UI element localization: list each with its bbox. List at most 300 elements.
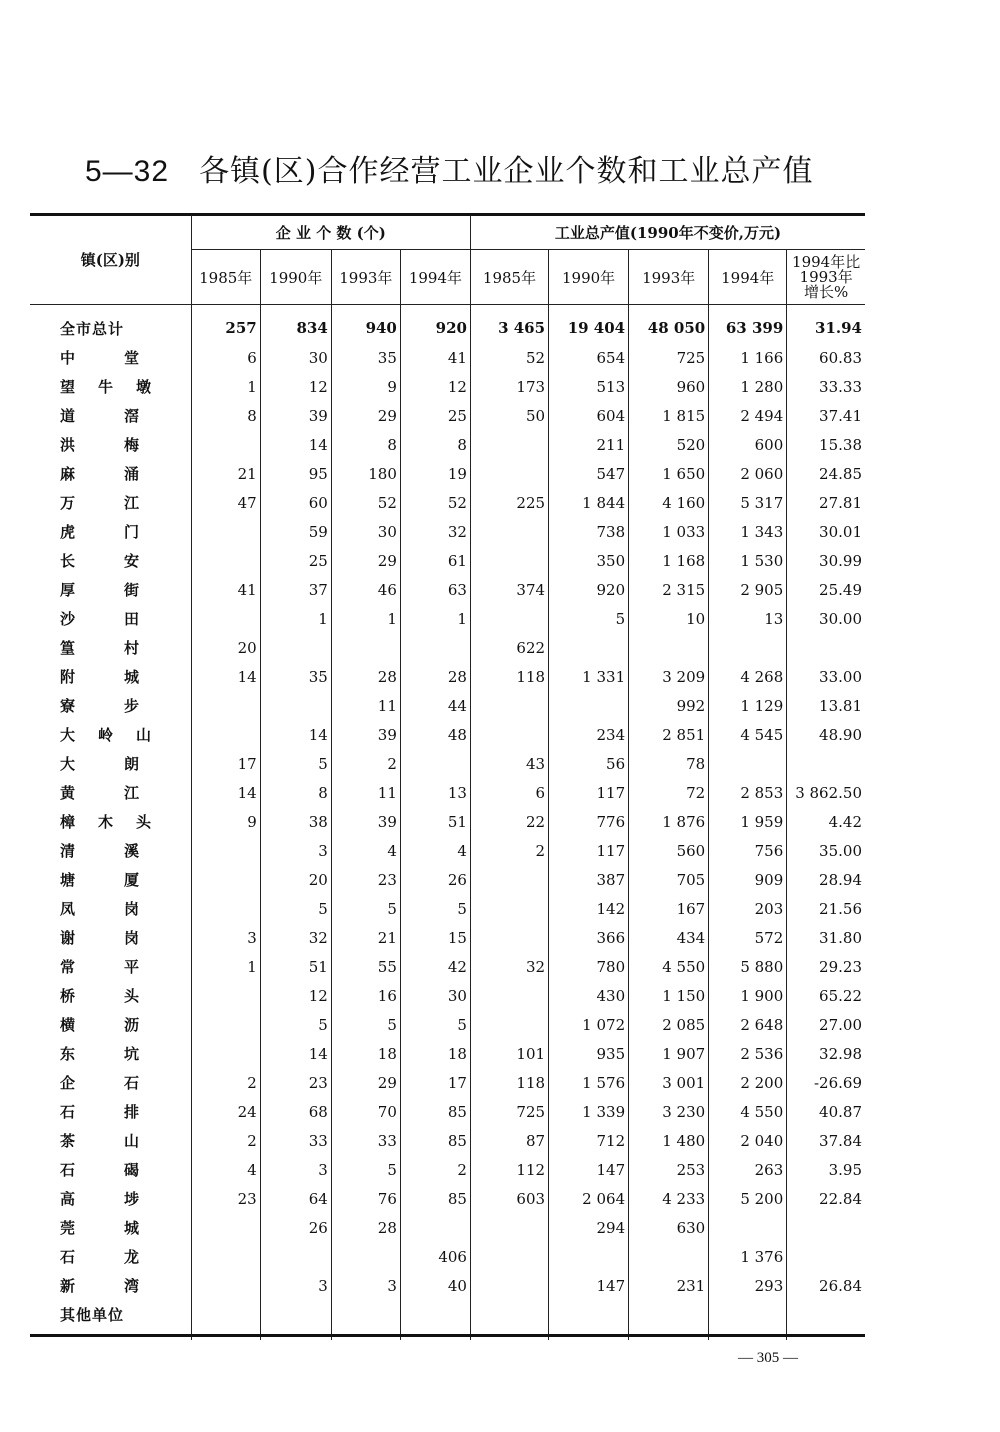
district-name — [30, 720, 191, 749]
district-name-text — [60, 1101, 140, 1122]
table-cell: 33.00 — [819, 667, 862, 686]
table-cell: 13 — [709, 604, 787, 633]
district-name-text — [60, 463, 140, 484]
table-cell: 41 — [191, 575, 260, 604]
district-name-text — [60, 405, 140, 426]
district-name — [30, 604, 191, 633]
table-cell — [787, 1213, 865, 1242]
district-name-char: 城 — [123, 1219, 140, 1237]
district-name-char: 岗 — [123, 900, 140, 918]
district-name-char: 田 — [123, 610, 140, 628]
col-header-value-1994: 1994年 — [709, 250, 787, 305]
table-cell: 25 — [260, 546, 331, 575]
table-cell: 56 — [549, 749, 629, 778]
table-cell: 234 — [549, 720, 629, 749]
district-name — [30, 1097, 191, 1126]
table-cell: 2 064 — [549, 1184, 629, 1213]
table-cell: 8 — [331, 430, 400, 459]
table-cell: 30.99 — [819, 551, 862, 570]
col-header-growth — [787, 250, 865, 305]
district-name — [30, 981, 191, 1010]
table-cell: 2 — [331, 749, 400, 778]
table-cell: 756 — [709, 836, 787, 865]
table-cell: 2 — [191, 1068, 260, 1097]
header-enterprise-count: 企 业 个 数 (个) — [191, 215, 470, 250]
district-name-text — [60, 376, 152, 397]
table-cell: 604 — [549, 401, 629, 430]
table-cell: 520 — [629, 430, 709, 459]
table-cell: 920 — [549, 575, 629, 604]
table-cell: 5 317 — [709, 488, 787, 517]
district-name-char: 门 — [123, 523, 140, 541]
table-row — [30, 1213, 865, 1242]
data-table — [30, 215, 865, 1340]
table-cell: 19 404 — [549, 305, 629, 344]
district-name-char: 排 — [123, 1103, 140, 1121]
table-cell — [400, 633, 470, 662]
table-cell: 39 — [331, 720, 400, 749]
table-cell: 26.84 — [819, 1276, 862, 1295]
table-cell: 3 — [260, 836, 331, 865]
table-cell: 294 — [549, 1213, 629, 1242]
table-row — [30, 749, 865, 778]
table-cell: 48 050 — [629, 305, 709, 344]
table-row — [30, 1126, 865, 1155]
table-cell: 117 — [549, 778, 629, 807]
district-name — [30, 305, 191, 344]
district-name-char: 中 — [60, 349, 77, 367]
table-cell: 29 — [331, 1068, 400, 1097]
table-cell — [470, 1213, 548, 1242]
table-cell: 118 — [470, 1068, 548, 1097]
district-name-char: 企 — [60, 1074, 77, 1092]
table-cell — [470, 517, 548, 546]
table-cell: 253 — [629, 1155, 709, 1184]
col-header-value-1985: 1985年 — [470, 250, 548, 305]
table-cell: 560 — [629, 836, 709, 865]
district-name-text — [60, 956, 140, 977]
col-header-count-1985: 1985年 — [191, 250, 260, 305]
page-number: — 305 — — [738, 1350, 798, 1366]
table-cell: 33.33 — [819, 377, 862, 396]
table-cell: 18 — [400, 1039, 470, 1068]
table-cell: 30.00 — [819, 609, 862, 628]
district-name-char: 横 — [60, 1016, 77, 1034]
header-output-value: 工业总产值(1990年不变价,万元) — [470, 215, 865, 250]
table-cell: 4 160 — [629, 488, 709, 517]
district-name-text — [60, 985, 140, 1006]
table-cell: 1 166 — [709, 343, 787, 372]
district-name-char: 石 — [60, 1103, 77, 1121]
district-name-char: 平 — [123, 958, 140, 976]
table-cell — [191, 1010, 260, 1039]
table-cell: 21 — [331, 923, 400, 952]
table-cell: 32 — [400, 517, 470, 546]
table-cell: 20 — [260, 865, 331, 894]
table-cell: 1 168 — [629, 546, 709, 575]
table-row — [30, 662, 865, 691]
table-cell: 9 — [191, 807, 260, 836]
district-name-char: 莞 — [60, 1219, 77, 1237]
table-cell: 1 815 — [629, 401, 709, 430]
district-name-char: 凤 — [60, 900, 77, 918]
table-cell: 3 862.50 — [795, 783, 862, 802]
table-row — [30, 865, 865, 894]
district-name — [30, 952, 191, 981]
table-row — [30, 1184, 865, 1213]
district-name-char: 长 — [60, 552, 77, 570]
table-cell: 35 — [331, 343, 400, 372]
table-cell — [191, 1242, 260, 1271]
table-cell: 43 — [470, 749, 548, 778]
table-cell — [191, 836, 260, 865]
table-cell: 705 — [629, 865, 709, 894]
table-cell: 2 040 — [709, 1126, 787, 1155]
table-cell: 12 — [260, 372, 331, 401]
table-cell: 1 150 — [629, 981, 709, 1010]
district-name-char: 滘 — [123, 407, 140, 425]
table-cell: 11 — [331, 778, 400, 807]
table-cell: 1 339 — [549, 1097, 629, 1126]
table-cell: 31.94 — [815, 319, 862, 337]
table-cell: 2 905 — [709, 575, 787, 604]
table-row — [30, 923, 865, 952]
table-cell: 10 — [629, 604, 709, 633]
col-header-value-1993: 1993年 — [629, 250, 709, 305]
district-name-char: 高 — [60, 1190, 77, 1208]
table-cell: 41 — [400, 343, 470, 372]
table-row — [30, 604, 865, 633]
table-cell: 909 — [709, 865, 787, 894]
table-cell: 1 331 — [549, 662, 629, 691]
table-cell: 1 480 — [629, 1126, 709, 1155]
table-cell: 14 — [260, 720, 331, 749]
table-cell: 600 — [709, 430, 787, 459]
table-cell: 63 — [400, 575, 470, 604]
table-cell: 38 — [260, 807, 331, 836]
district-name-char: 清 — [60, 842, 77, 860]
table-cell: 44 — [400, 691, 470, 720]
table-cell — [191, 430, 260, 459]
district-name-char: 常 — [60, 958, 77, 976]
district-name-char: 东 — [60, 1045, 77, 1063]
table-cell: 61 — [400, 546, 470, 575]
table-row — [30, 1039, 865, 1068]
col-header-count-1994: 1994年 — [400, 250, 470, 305]
table-cell: 6 — [191, 343, 260, 372]
district-name — [30, 488, 191, 517]
table-cell: 22 — [470, 807, 548, 836]
table-number: 5—32 — [85, 155, 170, 188]
district-name — [30, 459, 191, 488]
col-header-value-1990: 1990年 — [549, 250, 629, 305]
table-cell: 2 851 — [629, 720, 709, 749]
col-header-count-1993: 1993年 — [331, 250, 400, 305]
district-name-char: 安 — [123, 552, 140, 570]
table-row — [30, 372, 865, 401]
district-name — [30, 1068, 191, 1097]
table-cell: 1 343 — [709, 517, 787, 546]
table-cell: 2 853 — [709, 778, 787, 807]
table-row — [30, 836, 865, 865]
table-cell — [787, 1242, 865, 1271]
table-cell: 622 — [470, 633, 548, 662]
table-cell: 1 576 — [549, 1068, 629, 1097]
table-cell: 30 — [400, 981, 470, 1010]
table-row — [30, 1097, 865, 1126]
table-row — [30, 778, 865, 807]
table-cell: 1 376 — [709, 1242, 787, 1271]
table-cell: 15.38 — [819, 435, 862, 454]
growth-header-line2: 1993年 — [799, 267, 853, 286]
district-name — [30, 778, 191, 807]
table-cell — [191, 691, 260, 720]
table-cell: 387 — [549, 865, 629, 894]
table-cell: 1 844 — [549, 488, 629, 517]
table-cell — [470, 865, 548, 894]
table-cell — [470, 720, 548, 749]
table-cell: 780 — [549, 952, 629, 981]
table-cell: 20 — [191, 633, 260, 662]
table-cell: 1 — [191, 952, 260, 981]
district-name-text — [60, 695, 140, 716]
table-cell: 2 060 — [709, 459, 787, 488]
table-cell: 603 — [470, 1184, 548, 1213]
district-name-text — [60, 1014, 140, 1035]
table-cell — [400, 1213, 470, 1242]
table-cell: 350 — [549, 546, 629, 575]
table-cell: 55 — [331, 952, 400, 981]
district-name-text — [60, 521, 140, 542]
table-cell — [629, 633, 709, 662]
table-cell: 28 — [331, 662, 400, 691]
table-cell: 406 — [400, 1242, 470, 1271]
table-cell: 1 530 — [709, 546, 787, 575]
district-name-char: 溪 — [123, 842, 140, 860]
district-name-text — [60, 869, 140, 890]
district-name-char: 石 — [60, 1161, 77, 1179]
district-name-char: 虎 — [60, 523, 77, 541]
table-row — [30, 807, 865, 836]
district-name — [30, 633, 191, 662]
district-name-char: 木 — [97, 813, 114, 831]
table-cell: 1 900 — [709, 981, 787, 1010]
table-cell: 24 — [191, 1097, 260, 1126]
district-name-char: 茶 — [60, 1132, 77, 1150]
table-cell: 738 — [549, 517, 629, 546]
table-cell: 50 — [470, 401, 548, 430]
table-cell: 5 880 — [709, 952, 787, 981]
table-cell — [709, 633, 787, 662]
district-name-text — [60, 550, 140, 571]
table-cell: 30 — [331, 517, 400, 546]
table-cell: 59 — [260, 517, 331, 546]
table-cell: 940 — [331, 305, 400, 344]
table-cell: 13.81 — [819, 696, 862, 715]
district-name-text — [60, 724, 152, 745]
table-cell: 1 129 — [709, 691, 787, 720]
district-name-text — [60, 492, 140, 513]
district-name-char: 附 — [60, 668, 77, 686]
district-name — [30, 1213, 191, 1242]
table-cell: 293 — [709, 1271, 787, 1300]
table-cell: 21.56 — [819, 899, 862, 918]
table-cell: 3 001 — [629, 1068, 709, 1097]
district-name-text — [60, 811, 152, 832]
table-cell — [191, 720, 260, 749]
table-cell: 776 — [549, 807, 629, 836]
table-cell: 51 — [260, 952, 331, 981]
district-name — [30, 401, 191, 430]
table-cell: 513 — [549, 372, 629, 401]
district-name-char: 墩 — [135, 378, 152, 396]
table-cell: 32.98 — [819, 1044, 862, 1063]
district-name-text — [60, 1072, 140, 1093]
table-cell: 37.84 — [819, 1131, 862, 1150]
table-cell — [260, 633, 331, 662]
table-cell: -26.69 — [813, 1073, 862, 1092]
district-name-char: 桥 — [60, 987, 77, 1005]
table-cell: 5 — [331, 1155, 400, 1184]
district-name-char: 万 — [60, 494, 77, 512]
district-name — [30, 372, 191, 401]
district-name-char: 新 — [60, 1277, 77, 1295]
table-cell: 52 — [400, 488, 470, 517]
district-name-text: 其他单位 — [60, 1306, 125, 1324]
table-cell: 8 — [400, 430, 470, 459]
district-name-char: 碣 — [123, 1161, 140, 1179]
table-cell: 26 — [400, 865, 470, 894]
table-cell: 48.90 — [819, 725, 862, 744]
district-name-char: 大 — [60, 755, 77, 773]
table-cell — [549, 633, 629, 662]
table-cell: 60 — [260, 488, 331, 517]
district-name-text — [60, 608, 140, 629]
table-cell: 23 — [260, 1068, 331, 1097]
table-cell: 1 033 — [629, 517, 709, 546]
district-name — [30, 1242, 191, 1271]
table-cell: 29 — [331, 546, 400, 575]
table-cell: 78 — [629, 749, 709, 778]
table-cell: 47 — [191, 488, 260, 517]
table-cell: 30.01 — [819, 522, 862, 541]
table-cell — [470, 1242, 548, 1271]
table-cell — [470, 1271, 548, 1300]
table-cell: 572 — [709, 923, 787, 952]
table-cell — [260, 691, 331, 720]
table-cell: 4 545 — [709, 720, 787, 749]
table-row — [30, 1155, 865, 1184]
table-cell: 31.80 — [819, 928, 862, 947]
table-cell: 70 — [331, 1097, 400, 1126]
table-cell: 16 — [331, 981, 400, 1010]
table-cell: 52 — [331, 488, 400, 517]
table-cell: 52 — [470, 343, 548, 372]
table-cell — [470, 546, 548, 575]
district-name — [30, 430, 191, 459]
table-cell: 29 — [331, 401, 400, 430]
table-cell: 27.00 — [819, 1015, 862, 1034]
total-row — [30, 305, 865, 344]
district-name-char: 黄 — [60, 784, 77, 802]
table-cell: 630 — [629, 1213, 709, 1242]
table-cell: 6 — [470, 778, 548, 807]
table-row — [30, 691, 865, 720]
table-cell — [191, 1213, 260, 1242]
table-cell: 1 072 — [549, 1010, 629, 1039]
table-cell: 180 — [331, 459, 400, 488]
table-cell: 147 — [549, 1155, 629, 1184]
col-header-count-1990: 1990年 — [260, 250, 331, 305]
table-cell: 60.83 — [819, 348, 862, 367]
table-cell: 5 — [331, 894, 400, 923]
table-cell: 3 — [260, 1271, 331, 1300]
table-cell: 5 200 — [709, 1184, 787, 1213]
table-cell: 1 — [331, 604, 400, 633]
table-cell: 32 — [470, 952, 548, 981]
district-name-char: 梅 — [123, 436, 140, 454]
district-name — [30, 1184, 191, 1213]
table-cell: 1 959 — [709, 807, 787, 836]
table-cell: 42 — [400, 952, 470, 981]
table-cell: 117 — [549, 836, 629, 865]
table-cell: 1 — [191, 372, 260, 401]
district-name-text — [60, 1246, 140, 1267]
district-name-char: 洪 — [60, 436, 77, 454]
table-cell: 4 268 — [709, 662, 787, 691]
table-row — [30, 1271, 865, 1300]
district-name — [30, 517, 191, 546]
district-name-char: 道 — [60, 407, 77, 425]
table-cell: 12 — [400, 372, 470, 401]
table-cell: 11 — [331, 691, 400, 720]
table-cell: 257 — [191, 305, 260, 344]
table-cell: 920 — [400, 305, 470, 344]
district-name — [30, 1155, 191, 1184]
district-name-char: 城 — [123, 668, 140, 686]
table-cell: 1 — [260, 604, 331, 633]
table-cell: 4 — [400, 836, 470, 865]
table-cell: 374 — [470, 575, 548, 604]
district-name-char: 沥 — [123, 1016, 140, 1034]
table-body — [30, 305, 865, 1341]
table-row — [30, 894, 865, 923]
district-name-char: 牛 — [97, 378, 114, 396]
district-name-char: 岭 — [97, 726, 114, 744]
district-name-char: 街 — [123, 581, 140, 599]
table-cell: 263 — [709, 1155, 787, 1184]
table-cell: 2 200 — [709, 1068, 787, 1097]
table-cell: 48 — [400, 720, 470, 749]
table-cell — [470, 923, 548, 952]
table-cell — [470, 430, 548, 459]
table-cell: 3 209 — [629, 662, 709, 691]
table-cell: 39 — [260, 401, 331, 430]
table-cell — [191, 894, 260, 923]
table-cell: 68 — [260, 1097, 331, 1126]
table-cell: 4 233 — [629, 1184, 709, 1213]
table-cell — [709, 749, 787, 778]
table-cell: 14 — [260, 1039, 331, 1068]
table-cell: 8 — [260, 778, 331, 807]
table-cell: 5 — [260, 894, 331, 923]
table-cell: 19 — [400, 459, 470, 488]
table-cell: 5 — [260, 749, 331, 778]
district-name-char: 头 — [123, 987, 140, 1005]
table-cell: 12 — [260, 981, 331, 1010]
district-name-char: 樟 — [60, 813, 77, 831]
district-name-char: 坑 — [123, 1045, 140, 1063]
